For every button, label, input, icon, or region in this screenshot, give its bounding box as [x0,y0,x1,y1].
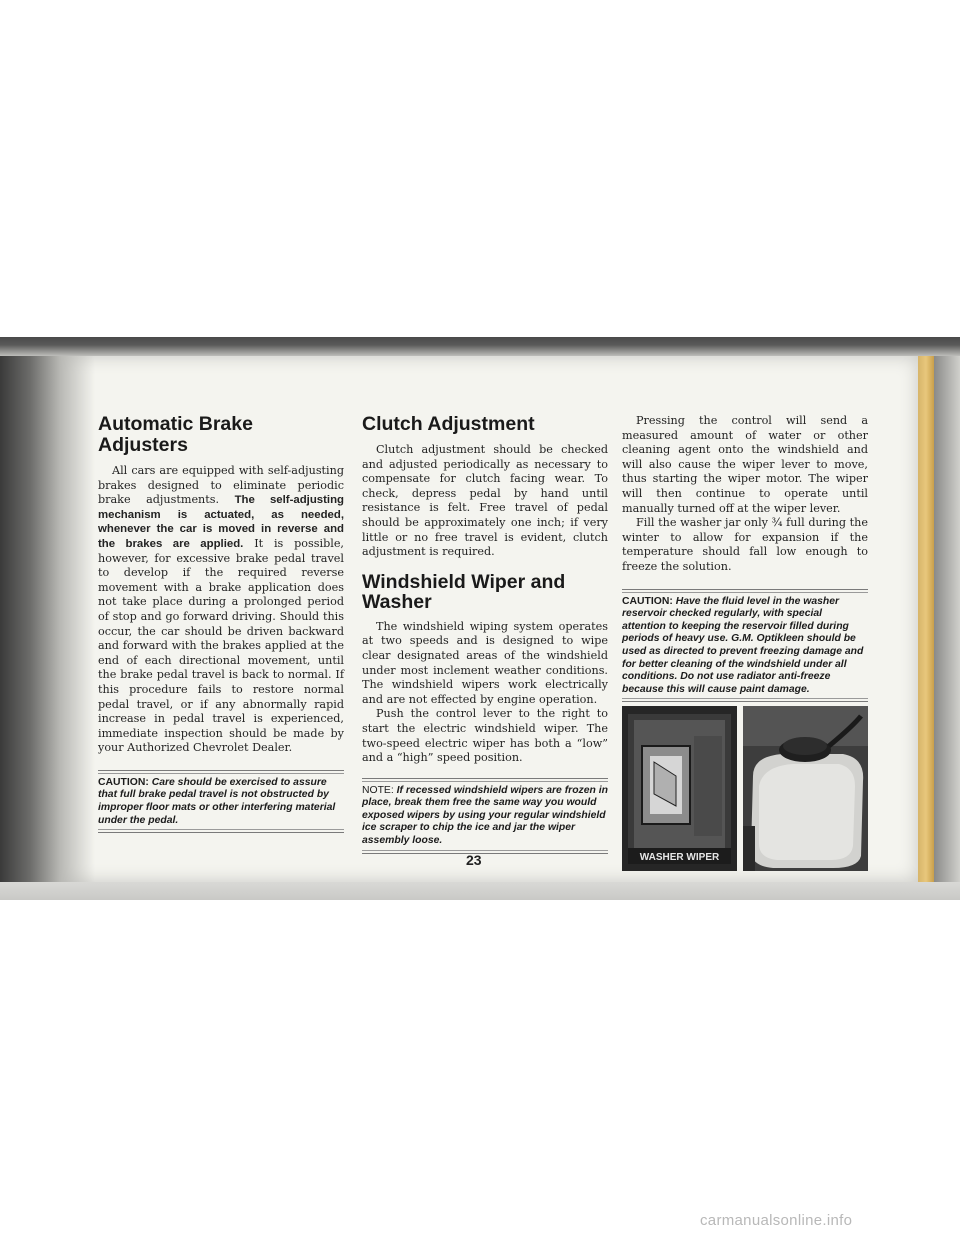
column-left [98,414,344,833]
washer-paragraph-1: Pressing the control will send a measured amount of water or other cleaning agent onto the windshield and will also cause the wiper lever to move, thus starting the wiper motor. The wiper will then continue to operate until manually turned off at the wiper lever. [622,414,868,515]
clutch-paragraph: Clutch adjustment should be checked and adjusted periodically as necessary to compensate for clutch facing wear. To check, depress pedal by hand until resistance is felt. Free travel of pedal should be approximately one inch; if very little or no free travel is evident, clutch adjustment is required. [362,443,608,559]
heading-clutch-adjustment: Clutch Adjustment [362,413,535,435]
washer-paragraph-2: Fill the washer jar only ¾ full during the winter to allow for expansion if the temperature should fall low enough to freeze the solution. [622,516,868,573]
brake-para-bold: The self-adjusting mechanism is actuated, as needed, whenever the car is moved in reverse and the brakes are applied. [98,494,344,550]
heading-windshield-wiper: Windshield Wiper and Washer [362,570,566,613]
column-right [622,414,868,702]
washer-caution-box [622,589,868,703]
wiper-paragraph-2: Push the control lever to the right to start the electric windshield wiper. The two-speed electric wiper has both a “low” and a “high” speed position. [362,707,608,765]
washer-reservoir-illustration [743,706,868,871]
wiper-note-box [362,778,608,854]
heading-automatic-brake-adjusters: Automatic Brake Adjusters [98,413,253,456]
wiper-paragraph-1: The windshield wiping system operates at two speeds and is designed to wipe clear designated areas of the windshield under most inclement weather conditions. The windshield wipers work electrically and are not effected by engine operation. [362,619,608,706]
brake-para-start: All cars are equipped with self-adjusting brakes designed to eliminate periodic brake adjustments. [98,464,344,507]
brake-adjusters-paragraph [98,464,344,756]
note-label: NOTE: [362,784,394,796]
caution-label: CAUTION: [622,595,673,607]
page-number: 23 [466,852,482,868]
washer-switch-illustration [622,706,737,871]
caution-text: Care should be exercised to assure that full brake pedal travel is not obstructed by improper floor mats or other interfering material under the pedal. [98,776,336,826]
washer-switch-photo [622,706,737,871]
caution-label: CAUTION: [98,776,149,788]
washer-photos [622,706,868,871]
washer-wiper-label: WASHER WIPER [639,852,720,863]
brake-caution-box [98,770,344,833]
page-edge [918,356,934,882]
caution-text: Have the fluid level in the washer reservoir checked regularly, with special attention to keeping the reservoir filled during periods of heavy use. G.M. Optikleen should be used as directed to prevent freezing damage and for better cleaning of the windshield under all conditions. Do not use radiator anti-freeze because this will cause paint damage. [622,595,864,695]
scan-edge [934,356,960,882]
binding-shadow [0,356,95,882]
washer-reservoir-photo [743,706,868,871]
column-middle [362,414,608,854]
brake-para-end: It is possible, however, for excessive brake pedal travel to develop if the required reverse movement with a brake application does not take place during a prolonged period of stop and go forward driving. Should this occur, the car should be driven backward and forward with the brakes applied at the end of each directional movement, until the brake pedal travel is back to normal. If this procedure fails to restore normal pedal travel, or if any abnormally rapid increase in pedal travel is experienced, immediate inspection should be made by your Authorized Chevrolet Dealer. [98,536,344,755]
note-text: If recessed windshield wipers are frozen in place, break them free the same way you would exposed wipers by using your regular windshield ice scraper to chip the ice and jar the wiper assembly loose. [362,784,609,847]
watermark-link[interactable]: carmanualsonline.info [700,1212,853,1229]
